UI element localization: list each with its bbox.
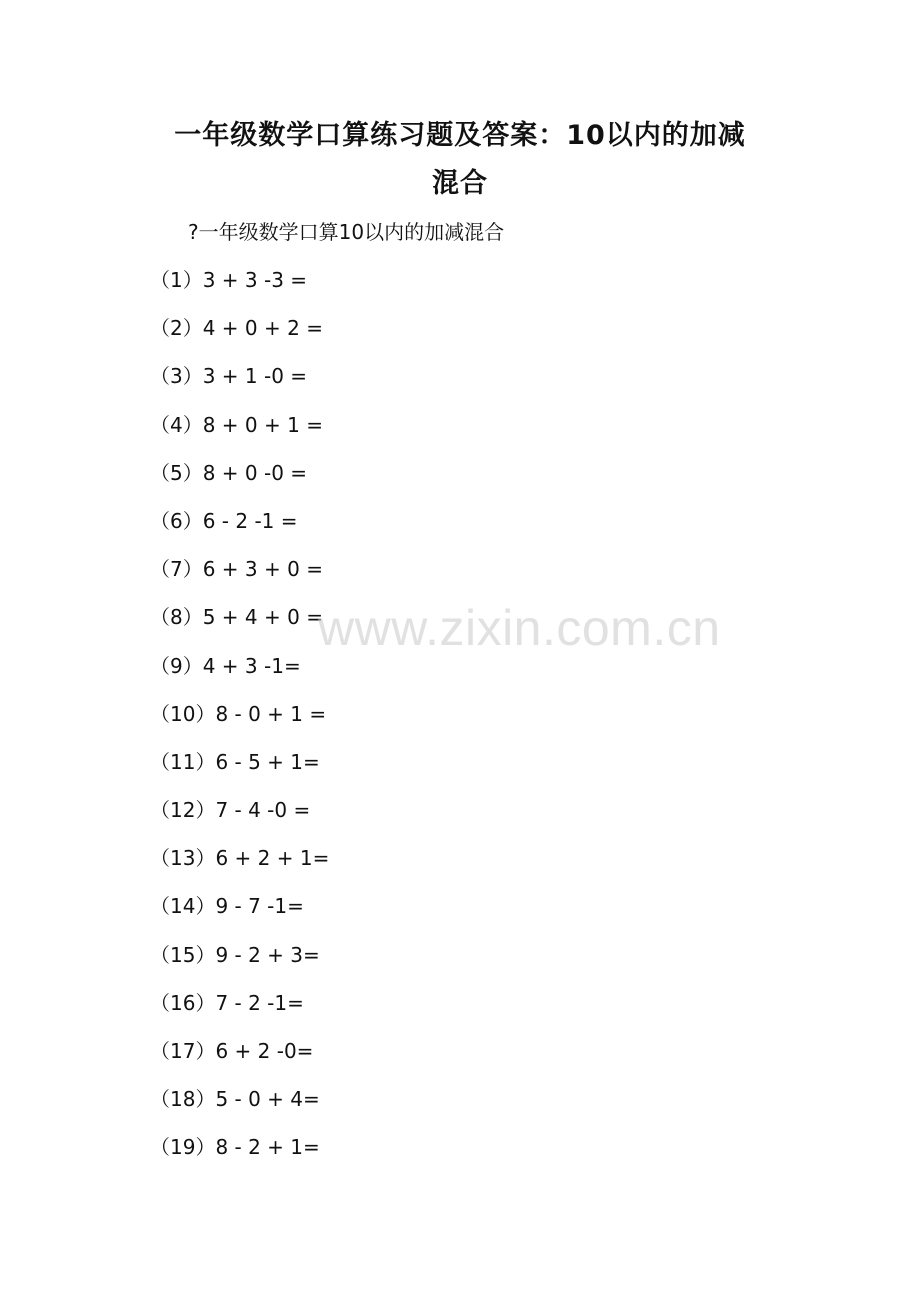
problem-item: （10）8 - 0 + 1 = [150, 701, 327, 726]
problem-item: （14）9 - 7 -1= [150, 894, 304, 919]
problem-item: （19）8 - 2 + 1= [150, 1135, 320, 1160]
problem-item: （18）5 - 0 + 4= [150, 1087, 320, 1112]
problem-item: （9）4 + 3 -1= [150, 653, 301, 678]
problem-item: （16）7 - 2 -1= [150, 990, 304, 1015]
page-title: 一年级数学口算练习题及答案：10以内的加减 [174, 120, 746, 151]
problem-item: （6）6 - 2 -1 = [150, 508, 298, 533]
page-title-continued: 混合 [432, 168, 488, 199]
problem-item: （4）8 + 0 + 1 = [150, 412, 323, 437]
problem-list [150, 266, 329, 1182]
problem-item: （17）6 + 2 -0= [150, 1039, 314, 1063]
problem-item: （11）6 - 5 + 1= [150, 749, 320, 774]
problem-item: （7）6 + 3 + 0 = [150, 557, 323, 582]
watermark: www.zixin.com.cn [318, 600, 721, 656]
problem-item: （13）6 + 2 + 1= [150, 846, 330, 871]
problem-item: （5）8 + 0 -0 = [150, 460, 308, 485]
problem-item: （12）7 - 4 -0 = [150, 798, 311, 823]
section-heading: ?一年级数学口算10以内的加减混合 [188, 220, 505, 244]
problem-item: （1）3 + 3 -3 = [150, 268, 308, 292]
problem-item: （3）3 + 1 -0 = [150, 364, 308, 389]
problem-item: （15）9 - 2 + 3= [150, 942, 320, 967]
problem-item: （2）4 + 0 + 2 = [150, 316, 323, 341]
problem-item: （8）5 + 4 + 0 = [150, 605, 323, 630]
